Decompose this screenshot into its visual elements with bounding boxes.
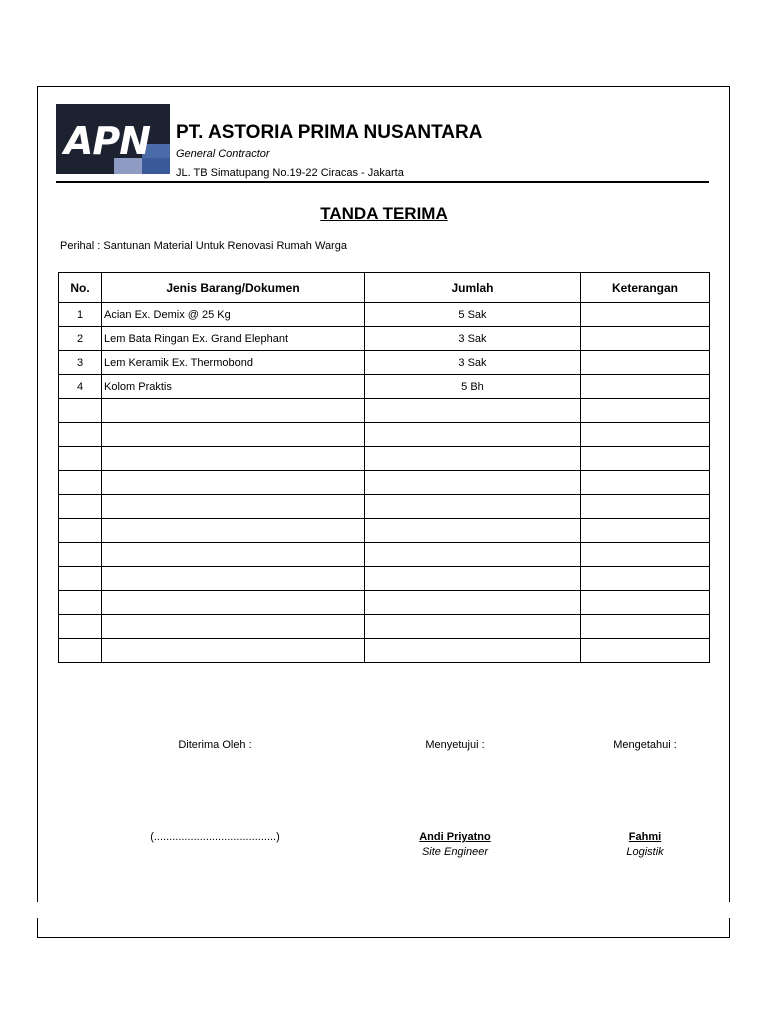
table-row bbox=[59, 519, 710, 543]
cell-quantity: 5 Sak bbox=[365, 303, 581, 327]
cell-no bbox=[59, 423, 102, 447]
cell-no: 2 bbox=[59, 327, 102, 351]
approver-name: Andi Priyatno bbox=[419, 831, 491, 843]
header-notes: Keterangan bbox=[581, 273, 710, 303]
table-row bbox=[59, 447, 710, 471]
page-border-top bbox=[37, 86, 729, 87]
cell-item bbox=[102, 423, 365, 447]
cell-item bbox=[102, 447, 365, 471]
cell-item bbox=[102, 567, 365, 591]
table-row bbox=[59, 303, 710, 327]
items-table bbox=[58, 272, 710, 663]
cell-no bbox=[59, 567, 102, 591]
table-row bbox=[59, 567, 710, 591]
received-by-label: Diterima Oleh : bbox=[178, 739, 252, 751]
cell-notes bbox=[581, 399, 710, 423]
cell-item bbox=[102, 543, 365, 567]
cell-item: Lem Bata Ringan Ex. Grand Elephant bbox=[102, 327, 365, 351]
table-row bbox=[59, 399, 710, 423]
table-row bbox=[59, 495, 710, 519]
company-logo bbox=[56, 104, 170, 174]
cell-quantity bbox=[365, 495, 581, 519]
cell-item: Kolom Praktis bbox=[102, 375, 365, 399]
cell-notes bbox=[581, 519, 710, 543]
cell-notes bbox=[581, 375, 710, 399]
page-border-bottom-right bbox=[729, 918, 730, 938]
table-row bbox=[59, 591, 710, 615]
cell-item bbox=[102, 591, 365, 615]
cell-notes bbox=[581, 543, 710, 567]
page-border-bottom-left bbox=[37, 918, 38, 938]
cell-no bbox=[59, 471, 102, 495]
header-divider bbox=[56, 181, 709, 183]
cell-notes bbox=[581, 471, 710, 495]
cell-item: Lem Keramik Ex. Thermobond bbox=[102, 351, 365, 375]
cell-notes bbox=[581, 423, 710, 447]
cell-notes bbox=[581, 495, 710, 519]
company-name: PT. ASTORIA PRIMA NUSANTARA bbox=[176, 122, 483, 143]
cell-notes bbox=[581, 303, 710, 327]
table-row bbox=[59, 351, 710, 375]
cell-notes bbox=[581, 567, 710, 591]
cell-notes bbox=[581, 351, 710, 375]
cell-quantity: 3 Sak bbox=[365, 351, 581, 375]
cell-quantity bbox=[365, 519, 581, 543]
document-title: TANDA TERIMA bbox=[320, 204, 448, 223]
cell-notes bbox=[581, 615, 710, 639]
cell-quantity bbox=[365, 591, 581, 615]
cell-no bbox=[59, 399, 102, 423]
cell-quantity: 5 Bh bbox=[365, 375, 581, 399]
table-row bbox=[59, 639, 710, 663]
header-quantity: Jumlah bbox=[365, 273, 581, 303]
cell-item bbox=[102, 639, 365, 663]
cell-quantity bbox=[365, 639, 581, 663]
page-border-bottom bbox=[37, 937, 729, 938]
items-table-body bbox=[59, 303, 710, 663]
cell-quantity bbox=[365, 567, 581, 591]
cell-no bbox=[59, 639, 102, 663]
cell-item: Acian Ex. Demix @ 25 Kg bbox=[102, 303, 365, 327]
document-subject: Perihal : Santunan Material Untuk Renovasi Rumah Warga bbox=[60, 240, 347, 252]
cell-quantity bbox=[365, 399, 581, 423]
cell-no bbox=[59, 591, 102, 615]
cell-no bbox=[59, 543, 102, 567]
approver-role: Site Engineer bbox=[421, 846, 489, 858]
cell-notes bbox=[581, 327, 710, 351]
cell-quantity bbox=[365, 615, 581, 639]
table-row bbox=[59, 543, 710, 567]
header-no: No. bbox=[59, 273, 102, 303]
cell-quantity bbox=[365, 471, 581, 495]
cell-no bbox=[59, 495, 102, 519]
cell-item bbox=[102, 471, 365, 495]
cell-no: 3 bbox=[59, 351, 102, 375]
cell-no: 1 bbox=[59, 303, 102, 327]
table-row bbox=[59, 471, 710, 495]
table-header-row bbox=[59, 273, 710, 303]
cell-no bbox=[59, 615, 102, 639]
company-tagline: General Contractor bbox=[176, 148, 270, 160]
cell-quantity: 3 Sak bbox=[365, 327, 581, 351]
cell-item bbox=[102, 399, 365, 423]
cell-notes bbox=[581, 447, 710, 471]
cell-quantity bbox=[365, 447, 581, 471]
cell-no bbox=[59, 447, 102, 471]
cell-notes bbox=[581, 591, 710, 615]
cell-notes bbox=[581, 639, 710, 663]
cell-quantity bbox=[365, 423, 581, 447]
table-row bbox=[59, 327, 710, 351]
cell-no: 4 bbox=[59, 375, 102, 399]
acknowledger-name: Fahmi bbox=[628, 831, 662, 843]
approved-by-label: Menyetujui : bbox=[425, 739, 485, 751]
table-row bbox=[59, 375, 710, 399]
logo-text: APN bbox=[64, 119, 151, 163]
cell-item bbox=[102, 519, 365, 543]
cell-no bbox=[59, 519, 102, 543]
acknowledger-role: Logistik bbox=[626, 846, 664, 858]
acknowledged-by-label: Mengetahui : bbox=[613, 739, 677, 751]
table-row bbox=[59, 615, 710, 639]
table-row bbox=[59, 423, 710, 447]
header-item: Jenis Barang/Dokumen bbox=[102, 273, 365, 303]
cell-item bbox=[102, 495, 365, 519]
cell-quantity bbox=[365, 543, 581, 567]
cell-item bbox=[102, 615, 365, 639]
received-by-signature-blank: (........................................) bbox=[150, 831, 280, 843]
company-address: JL. TB Simatupang No.19-22 Ciracas - Jakarta bbox=[176, 167, 404, 179]
